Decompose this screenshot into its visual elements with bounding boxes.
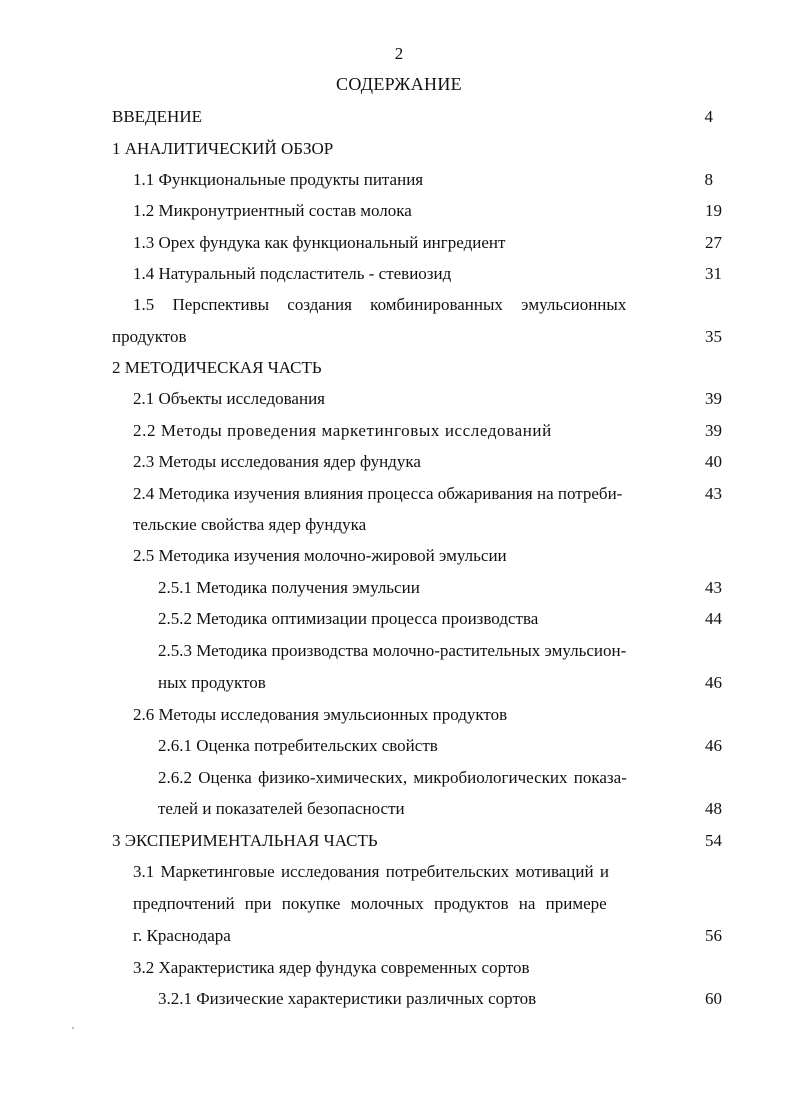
toc-entry-text[interactable]: 3 ЭКСПЕРИМЕНТАЛЬНАЯ ЧАСТЬ <box>112 831 378 850</box>
toc-entry-text[interactable]: предпочтений при покупке молочных продуктов на примере <box>133 894 607 913</box>
toc-entry-text[interactable]: ных продуктов <box>158 673 266 692</box>
toc-entry-text[interactable]: 2.3 Методы исследования ядер фундука <box>133 452 421 471</box>
toc-entry-text[interactable]: 1.2 Микронутриентный состав молока <box>133 201 412 220</box>
toc-entry-page: 43 <box>705 578 722 597</box>
toc-entry-page: 46 <box>705 736 722 755</box>
toc-entry-page: 48 <box>705 799 722 818</box>
toc-entry-page: 35 <box>705 327 722 346</box>
toc-entry-text[interactable]: 3.2 Характеристика ядер фундука современных сортов <box>133 958 530 977</box>
toc-entry-page: 40 <box>705 452 722 471</box>
toc-entry-text[interactable]: 1.3 Орех фундука как функциональный ингредиент <box>133 233 506 252</box>
toc-entry-page: 43 <box>705 484 722 503</box>
toc-entry-page: 27 <box>705 233 722 252</box>
toc-entry-text[interactable]: 2 МЕТОДИЧЕСКАЯ ЧАСТЬ <box>112 358 322 377</box>
toc-entry-page: 8 <box>704 170 713 189</box>
toc-entry-text[interactable]: 2.6.2 Оценка физико-химических, микробиологических показа- <box>158 768 627 787</box>
toc-entry-text[interactable]: продуктов <box>112 327 187 346</box>
toc-entry-page: 56 <box>705 926 722 945</box>
toc-entry-page: 54 <box>705 831 722 850</box>
toc-entry-page: 31 <box>705 264 722 283</box>
toc-entry-page: 39 <box>705 389 722 408</box>
page-title: СОДЕРЖАНИЕ <box>336 74 462 94</box>
toc-entry-text[interactable]: 2.2 Методы проведения маркетинговых исследований <box>133 421 552 440</box>
toc-entry-page: 39 <box>705 421 722 440</box>
toc-entry-text[interactable]: г. Краснодара <box>133 926 231 945</box>
toc-entry-page: 4 <box>704 107 713 126</box>
toc-entry-text[interactable]: 1.1 Функциональные продукты питания <box>133 170 424 189</box>
scan-speck <box>72 1027 74 1029</box>
toc-entry-page: 60 <box>705 989 722 1008</box>
toc-entry-text[interactable]: 3.2.1 Физические характеристики различных сортов <box>158 989 537 1008</box>
toc-entry-text[interactable]: телей и показателей безопасности <box>158 799 405 818</box>
toc-entry-text[interactable]: 1.5 Перспективы создания комбинированных эмульсионных <box>133 295 627 314</box>
toc-entry-page: 46 <box>705 673 722 692</box>
toc-entry-page: 44 <box>705 609 722 628</box>
toc-entry-text[interactable]: 2.5.3 Методика производства молочно-растительных эмульсион- <box>158 641 627 660</box>
toc-entry-text[interactable]: 3.1 Маркетинговые исследования потребительских мотиваций и <box>133 862 609 881</box>
toc-entry-text[interactable]: 2.1 Объекты исследования <box>133 389 325 408</box>
toc-entry-text[interactable]: 2.4 Методика изучения влияния процесса обжаривания на потреби- <box>133 484 623 503</box>
toc-entry-text[interactable]: 2.5.2 Методика оптимизации процесса производства <box>158 609 539 628</box>
toc-entry-text[interactable]: 2.5 Методика изучения молочно-жировой эмульсии <box>133 546 507 565</box>
toc-entry-text[interactable]: ВВЕДЕНИЕ <box>112 107 202 126</box>
toc-entry-text[interactable]: тельские свойства ядер фундука <box>133 515 367 534</box>
toc-entry-text[interactable]: 2.6.1 Оценка потребительских свойств <box>158 736 438 755</box>
toc-entry-page: 19 <box>705 201 722 220</box>
toc-entry-text[interactable]: 1 АНАЛИТИЧЕСКИЙ ОБЗОР <box>112 139 334 158</box>
toc-entry-text[interactable]: 1.4 Натуральный подсластитель - стевиозид <box>133 264 452 283</box>
toc-entry-text[interactable]: 2.5.1 Методика получения эмульсии <box>158 578 420 597</box>
toc-entry-text[interactable]: 2.6 Методы исследования эмульсионных продуктов <box>133 705 508 724</box>
page-number: 2 <box>394 44 404 63</box>
